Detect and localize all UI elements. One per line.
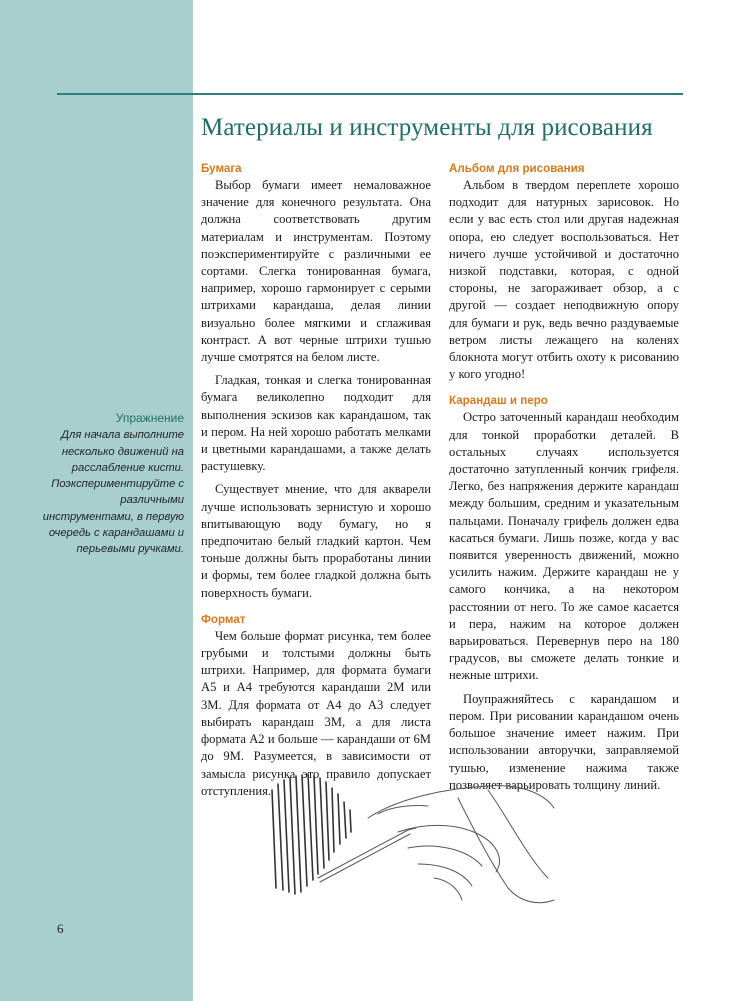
exercise-heading: Упражнение [115,411,184,425]
header-rule [57,93,683,95]
exercise-text: Для начала выполните несколько движений на расслабление кисти. Поэкспериментируйте с различными инструментами, в первую очередь с карандашами и перьевыми ручками. [42,429,184,556]
album-paragraph-1: Альбом в твердом переплете хорошо подходит для натурных зарисовок. Но если у вас есть стол или другая надежная опора, ею следует воспользоваться. Нет ничего лучше устойчивой и достаточно низкой подставки, которая, с одной стороны, не загораживает обзор, а с другой — создает неподвижную опору для бумаги и рук, ведь вечно раздуваемые ветром листы лежащего на коленях блокнота могут отбить охоту к рисованию у кого угодно! [449,178,679,382]
left-column [201,160,431,800]
paper-paragraph-2: Гладкая, тонкая и слегка тонированная бумага великолепно подходит для выполнения эскизов как карандашом, так и пером. На ней хорошо работать мелками и цветными карандашами, а также делать растушевку. [201,373,431,474]
album-heading: Альбом для рисования [449,162,585,175]
hand-drawing-illustration [258,768,558,908]
exercise-note [40,410,184,558]
paper-paragraph-1: Выбор бумаги имеет немаловажное значение для конечного результата. Она должна соответствовать другим материалам и инструментам. Поэтому поэкспериментируйте с различными ее сортами. Слегка тонированная бумага, например, хорошо гармонирует с серыми штрихами карандаша, делая линии визуально более мягкими и сглаживая контраст. А вот черные штрихи тушью лучше смотрятся на белом листе. [201,178,431,365]
hand-sketch [318,786,554,903]
format-paragraph-1: Чем больше формат рисунка, тем более грубыми и толстыми должны быть штрихи. Например, для формата бумаги A5 и A4 требуются карандаши 2М или 3М. Для формата от A4 до A3 следует выбирать карандаш 3М, а для листа формата A2 и больше — карандаши от 6М до 9М. Разумеется, в зависимости от замысла рисунка это правило допускает отступления. [201,628,431,798]
page-number: 6 [57,921,64,936]
format-heading: Формат [201,612,246,626]
right-column [449,160,679,794]
paper-heading: Бумага [201,162,242,175]
pencil-heading: Карандаш и перо [449,394,548,408]
hatching-strokes [272,774,351,894]
page-title: Материалы и инструменты для рисования [201,114,653,141]
pencil-paragraph-2: Поупражняйтесь с карандашом и пером. При рисовании карандашом очень большое значение имеет нажим. При использовании авторучки, заправляемой тушью, изменение нажима также позволяет варьировать толщину линий. [449,691,679,792]
pencil-paragraph-1: Остро заточенный карандаш необходим для тонкой проработки деталей. В остальных случаях используется достаточно затупленный кончик грифеля. Легко, без напряжения держите карандаш между большим, средним и указательным пальцами. Поначалу грифель должен едва касаться бумаги. Лишь позже, когда у вас появится уверенность движений, можно усилить нажим. Держите карандаш не у самого кончика, а на некотором расстоянии от него. То же самое касается и пера, нажим на которое должен варьироваться. Перевернув перо на 180 градусов, вы сможете делать тонкие и нежные штрихи. [449,410,679,683]
paper-paragraph-3: Существует мнение, что для акварели лучше использовать зернистую и хорошо впитывающую воду бумагу, но я предпочитаю белый гладкий картон. Чем тоньше должны быть проработаны линии и формы, тем более гладкой должна быть поверхность бумаги. [201,482,431,600]
